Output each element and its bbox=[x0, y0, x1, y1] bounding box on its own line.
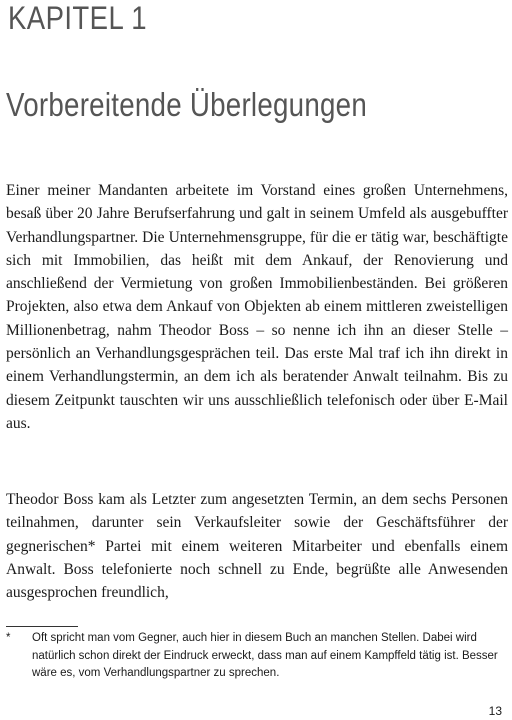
chapter-title: Vorbereitende Überlegungen bbox=[6, 86, 368, 123]
footnote-marker: * bbox=[6, 632, 11, 644]
page-number: 13 bbox=[488, 704, 502, 718]
footnote bbox=[6, 630, 506, 683]
footnote-text: Oft spricht man vom Gegner, auch hier in diesem Buch an manchen Stellen. Dabei wird natürlich schon direkt der Eindruck erweckt, dass man auf einem Kampffeld tätig ist. Besser wäre es, vom Verhandlungspartner zu sprechen. bbox=[32, 632, 498, 679]
chapter-label: KAPITEL 1 bbox=[8, 0, 147, 36]
footnote-divider bbox=[6, 626, 78, 627]
body-paragraph-2: Theodor Boss kam als Letzter zum angesetzten Termin, an dem sechs Personen teilnahmen, darunter sein Verkaufsleiter sowie der Geschäftsführer der gegnerischen* Partei mit einem weiteren Mitarbeiter und ebenfalls einem Anwalt. Boss telefonierte noch schnell zu Ende, begrüßte alle Anwesenden ausgesprochen freundlich, bbox=[6, 491, 508, 602]
body-paragraph-1: Einer meiner Mandanten arbeitete im Vorstand eines großen Unternehmens, besaß über 20 Jahre Berufserfahrung und galt in seinem Umfeld als ausgebuffter Verhandlungspartner. Die Unternehmensgruppe, für die er tätig war, beschäftigte sich mit Immobilien, das heißt mit dem Ankauf, der Renovierung und anschließend der Vermietung von großen Immobilienbeständen. Bei größeren Projekten, also etwa dem Ankauf von Objekten ab einem mittleren zweistelligen Millionenbetrag, nahm Theodor Boss – so nenne ich ihn an dieser Stelle – persönlich an Verhandlungsgesprächen teil. Das erste Mal traf ich ihn direkt in einem Verhandlungstermin, an dem ich als beratender Anwalt teilnahm. Bis zu diesem Zeitpunkt tauschten wir uns ausschließlich telefonisch oder über E-Mail aus. bbox=[6, 182, 508, 432]
